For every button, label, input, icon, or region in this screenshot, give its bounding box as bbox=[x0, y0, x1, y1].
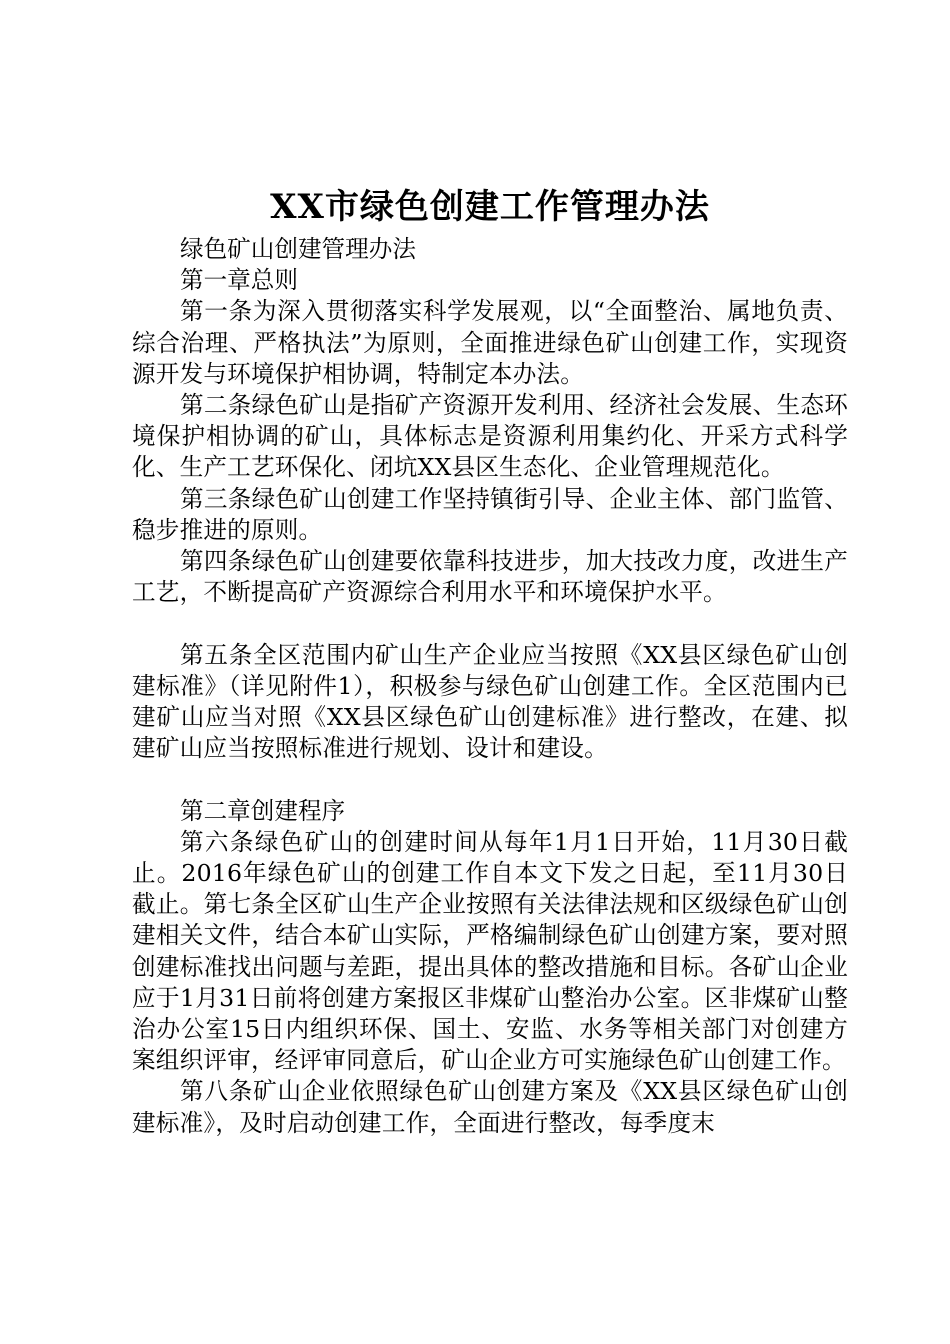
article-paragraph: 第六条绿色矿山的创建时间从每年1月1日开始，11月30日截止。2016年绿色矿山的创建工作自本文下发之日起，至11月30日截止。第七条全区矿山生产企业按照有关法律法规和区级绿色矿山创建相关文件，结合本矿山实际，严格编制绿色矿山创建方案，要对照创建标准找出问题与差距，提出具体的整改措施和目标。各矿山企业应于1月31日前将创建方案报区非煤矿山整治办公室。区非煤矿山整治办公室15日内组织环保、国土、安监、水务等相关部门对创建方案组织评审，经评审同意后，矿山企业方可实施绿色矿山创建工作。 bbox=[132, 827, 848, 1075]
article-paragraph: 第五条全区范围内矿山生产企业应当按照《XX县区绿色矿山创建标准》（详见附件1），积极参与绿色矿山创建工作。全区范围内已建矿山应当对照《XX县区绿色矿山创建标准》进行整改，在建、拟建矿山应当按照标准进行规划、设计和建设。 bbox=[132, 640, 848, 763]
article-paragraph: 第四条绿色矿山创建要依靠科技进步，加大技改力度，改进生产工艺，不断提高矿产资源综合利用水平和环境保护水平。 bbox=[132, 547, 848, 607]
subtitle-line: 绿色矿山创建管理办法 bbox=[180, 235, 416, 263]
article-paragraph: 第二条绿色矿山是指矿产资源开发利用、经济社会发展、生态环境保护相协调的矿山，具体标志是资源利用集约化、开采方式科学化、生产工艺环保化、闭坑XX县区生态化、企业管理规范化。 bbox=[132, 391, 848, 482]
article-paragraph: 第八条矿山企业依照绿色矿山创建方案及《XX县区绿色矿山创建标准》，及时启动创建工作，全面进行整改，每季度末 bbox=[132, 1077, 848, 1137]
article-paragraph: 第三条绿色矿山创建工作坚持镇街引导、企业主体、部门监管、稳步推进的原则。 bbox=[132, 484, 848, 544]
article-paragraph: 第一条为深入贯彻落实科学发展观，以“全面整治、属地负责、综合治理、严格执法”为原则，全面推进绿色矿山创建工作，实现资源开发与环境保护相协调，特制定本办法。 bbox=[132, 297, 848, 388]
document-title: XX市绿色创建工作管理办法 bbox=[270, 187, 710, 227]
chapter-heading: 第一章总则 bbox=[180, 266, 298, 295]
chapter-heading: 第二章创建程序 bbox=[180, 796, 346, 825]
document-page bbox=[132, 180, 848, 1139]
